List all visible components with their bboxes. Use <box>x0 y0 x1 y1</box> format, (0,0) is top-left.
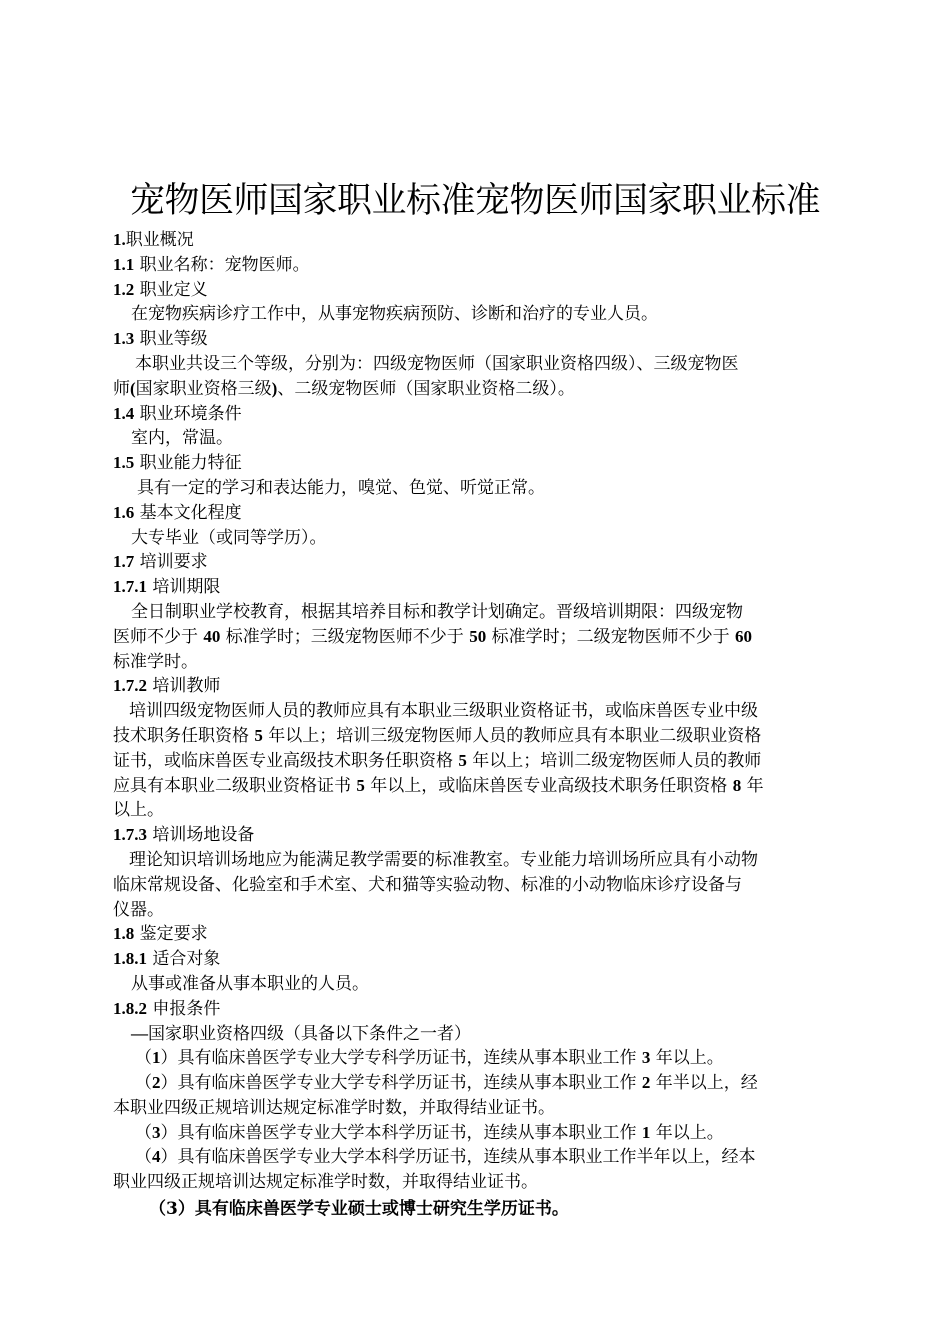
section-1-8-1-heading <box>113 947 841 972</box>
section-title: 职业概况 <box>125 230 194 250</box>
text-run: 年 <box>741 775 764 796</box>
section-number: 1. <box>113 230 126 249</box>
section-number: 1.4 <box>113 403 135 423</box>
condition-2-line-1 <box>113 1071 841 1096</box>
text-run: 具有临床兽医学专业大学本科学历证书，连续从事本职业工作 <box>177 1122 642 1143</box>
number: 4 <box>152 1147 161 1167</box>
number: 2 <box>152 1073 161 1093</box>
section-1-7-heading <box>113 550 841 575</box>
text-run: ） <box>160 1073 178 1094</box>
text-run: （ <box>135 1122 152 1143</box>
section-number: 1.7.2 <box>113 676 147 696</box>
section-1-3-heading <box>113 327 841 352</box>
section-number: 1.2 <box>113 279 135 299</box>
number: 50 <box>469 626 487 646</box>
text-run: ( <box>130 378 136 398</box>
text-run: ） <box>160 1122 178 1143</box>
section-title: 职业能力特征 <box>134 453 242 474</box>
section-number: 1.3 <box>113 329 135 349</box>
paragraph-1-3-line-1: 本职业共设三个等级，分别为：四级宠物医师（国家职业资格四级）、三级宠物医 <box>135 353 739 374</box>
number: 5 <box>458 750 467 770</box>
section-number: 1.1 <box>113 254 135 274</box>
number: 60 <box>735 626 753 646</box>
text-run: 年半以上，经 <box>650 1073 758 1094</box>
text-run: （ <box>135 1048 152 1069</box>
paragraph-1-4: 室内，常温。 <box>131 428 233 449</box>
section-title: 培训要求 <box>134 552 208 573</box>
section-title: 职业等级 <box>134 329 208 350</box>
text-run: 年以上；培训二级宠物医师人员的教师 <box>466 750 762 771</box>
text-run: 标准学时；三级宠物医师不少于 <box>220 626 470 647</box>
text-run: 年以上，或临床兽医专业高级技术职务任职资格 <box>364 775 733 796</box>
condition-last-bold: （3）具有临床兽医学专业硕士或博士研究生学历证书。 <box>149 1199 569 1220</box>
text-run: （ <box>135 1147 152 1168</box>
section-title: 适合对象 <box>147 949 221 970</box>
section-1-2-heading <box>113 278 841 303</box>
text-run: 证书，或临床兽医专业高级技术职务任职资格 <box>113 750 459 771</box>
number: 5 <box>356 775 365 795</box>
paragraph-1-7-2-line-1: 培训四级宠物医师人员的教师应具有本职业三级职业资格证书，或临床兽医专业中级 <box>129 701 758 722</box>
paragraph-1-3-line-2 <box>113 377 841 402</box>
paragraph-1-7-1-line-2 <box>113 625 841 650</box>
section-title: 职业名称：宠物医师。 <box>134 254 310 275</box>
paragraph-1-7-2-line-2 <box>113 724 841 749</box>
document-body <box>113 228 841 1222</box>
section-number: 1.7.1 <box>113 577 147 597</box>
section-number: 1.8 <box>113 924 135 944</box>
number: 1 <box>641 1122 651 1142</box>
number: 5 <box>254 725 263 745</box>
text-run: 技术职务任职资格 <box>113 725 255 746</box>
number: 1 <box>152 1048 161 1068</box>
condition-1 <box>113 1046 841 1071</box>
text-run: 国家职业资格四级（具备以下条件之一者） <box>148 1023 471 1044</box>
section-1-8-heading <box>113 922 841 947</box>
section-1-4-heading <box>113 402 841 427</box>
text-run: 年以上。 <box>650 1122 724 1143</box>
number: 3 <box>152 1122 161 1142</box>
section-number: 1.7 <box>113 552 135 572</box>
text-run: 标准学时；二级宠物医师不少于 <box>486 626 736 647</box>
paragraph-1-7-1-line-3: 标准学时。 <box>113 651 198 672</box>
text-run: ） <box>160 1048 178 1069</box>
section-number: 1.5 <box>113 453 135 473</box>
condition-4-line-2: 职业四级正规培训达规定标准学时数，并取得结业证书。 <box>113 1172 538 1193</box>
section-number: 1.8.2 <box>113 998 147 1018</box>
section-1-6-heading <box>113 501 841 526</box>
paragraph-1-7-2-line-5: 以上。 <box>113 800 164 821</box>
text-run: 年以上。 <box>650 1048 724 1069</box>
paragraph-1-6: 大专毕业（或同等学历）。 <box>131 527 327 548</box>
text-run: 医师不少于 <box>113 626 204 647</box>
section-title: 培训期限 <box>147 577 221 598</box>
paragraph-1-5: 具有一定的学习和表达能力，嗅觉、色觉、听觉正常。 <box>137 477 545 498</box>
text-run: 具有临床兽医学专业大学专科学历证书，连续从事本职业工作 <box>177 1048 642 1069</box>
text-run: 国家职业资格三级 <box>135 378 272 399</box>
text-run: 师 <box>113 378 130 399</box>
section-number: 1.7.3 <box>113 825 147 845</box>
number: 2 <box>641 1073 651 1093</box>
paragraph-1-7-3-line-3: 仪器。 <box>113 899 164 920</box>
text-run: 、二级宠物医师（国家职业资格二级）。 <box>277 378 575 399</box>
condition-4-line-1 <box>113 1145 841 1170</box>
dash: — <box>131 1023 148 1043</box>
paragraph-1-8-1: 从事或准备从事本职业的人员。 <box>131 973 369 994</box>
section-number: 1.8.1 <box>113 949 147 969</box>
section-title: 鉴定要求 <box>134 924 208 945</box>
number: 40 <box>203 626 221 646</box>
paragraph-1-7-1-line-1: 全日制职业学校教育，根据其培养目标和教学计划确定。晋级培训期限：四级宠物 <box>131 601 743 622</box>
text-run: ） <box>160 1147 178 1168</box>
section-number: 1.6 <box>113 502 135 522</box>
section-title: 职业定义 <box>134 279 208 300</box>
text-run: （ <box>135 1073 152 1094</box>
section-1-1-heading <box>113 253 841 278</box>
text-run: 年以上；培训三级宠物医师人员的教师应具有本职业二级职业资格 <box>262 725 762 746</box>
section-1-5-heading <box>113 451 841 476</box>
paragraph-1-2: 在宠物疾病诊疗工作中，从事宠物疾病预防、诊断和治疗的专业人员。 <box>131 304 658 325</box>
paragraph-1-7-3-line-1: 理论知识培训场地应为能满足教学需要的标准教室。专业能力培训场所应具有小动物 <box>129 849 758 870</box>
text-run: 应具有本职业二级职业资格证书 <box>113 775 357 796</box>
section-1-7-1-heading <box>113 575 841 600</box>
section-title: 申报条件 <box>147 998 221 1019</box>
document-title: 宠物医师国家职业标准宠物医师国家职业标准 <box>129 181 820 221</box>
paragraph-1-7-2-line-3 <box>113 749 841 774</box>
section-title: 培训场地设备 <box>147 825 255 846</box>
text-run: 具有临床兽医学专业大学本科学历证书，连续从事本职业工作半年以上，经本 <box>177 1147 756 1168</box>
section-1-7-3-heading <box>113 823 841 848</box>
condition-3 <box>113 1121 841 1146</box>
section-1-8-2-heading <box>113 997 841 1022</box>
section-title: 培训教师 <box>147 676 221 697</box>
number: 8 <box>732 775 742 795</box>
text-run: ) <box>271 378 278 398</box>
number: 3 <box>641 1048 651 1068</box>
section-1-7-2-heading <box>113 674 841 699</box>
section-1-heading <box>113 228 841 253</box>
text-run: 具有临床兽医学专业大学专科学历证书，连续从事本职业工作 <box>177 1073 642 1094</box>
requirement-intro <box>113 1022 841 1047</box>
condition-2-line-2: 本职业四级正规培训达规定标准学时数，并取得结业证书。 <box>113 1097 555 1118</box>
section-title: 基本文化程度 <box>134 502 242 523</box>
section-title: 职业环境条件 <box>134 403 242 424</box>
paragraph-1-7-2-line-4 <box>113 774 841 799</box>
paragraph-1-7-3-line-2: 临床常规设备、化验室和手术室、犬和猫等实验动物、标准的小动物临床诊疗设备与 <box>113 874 742 895</box>
